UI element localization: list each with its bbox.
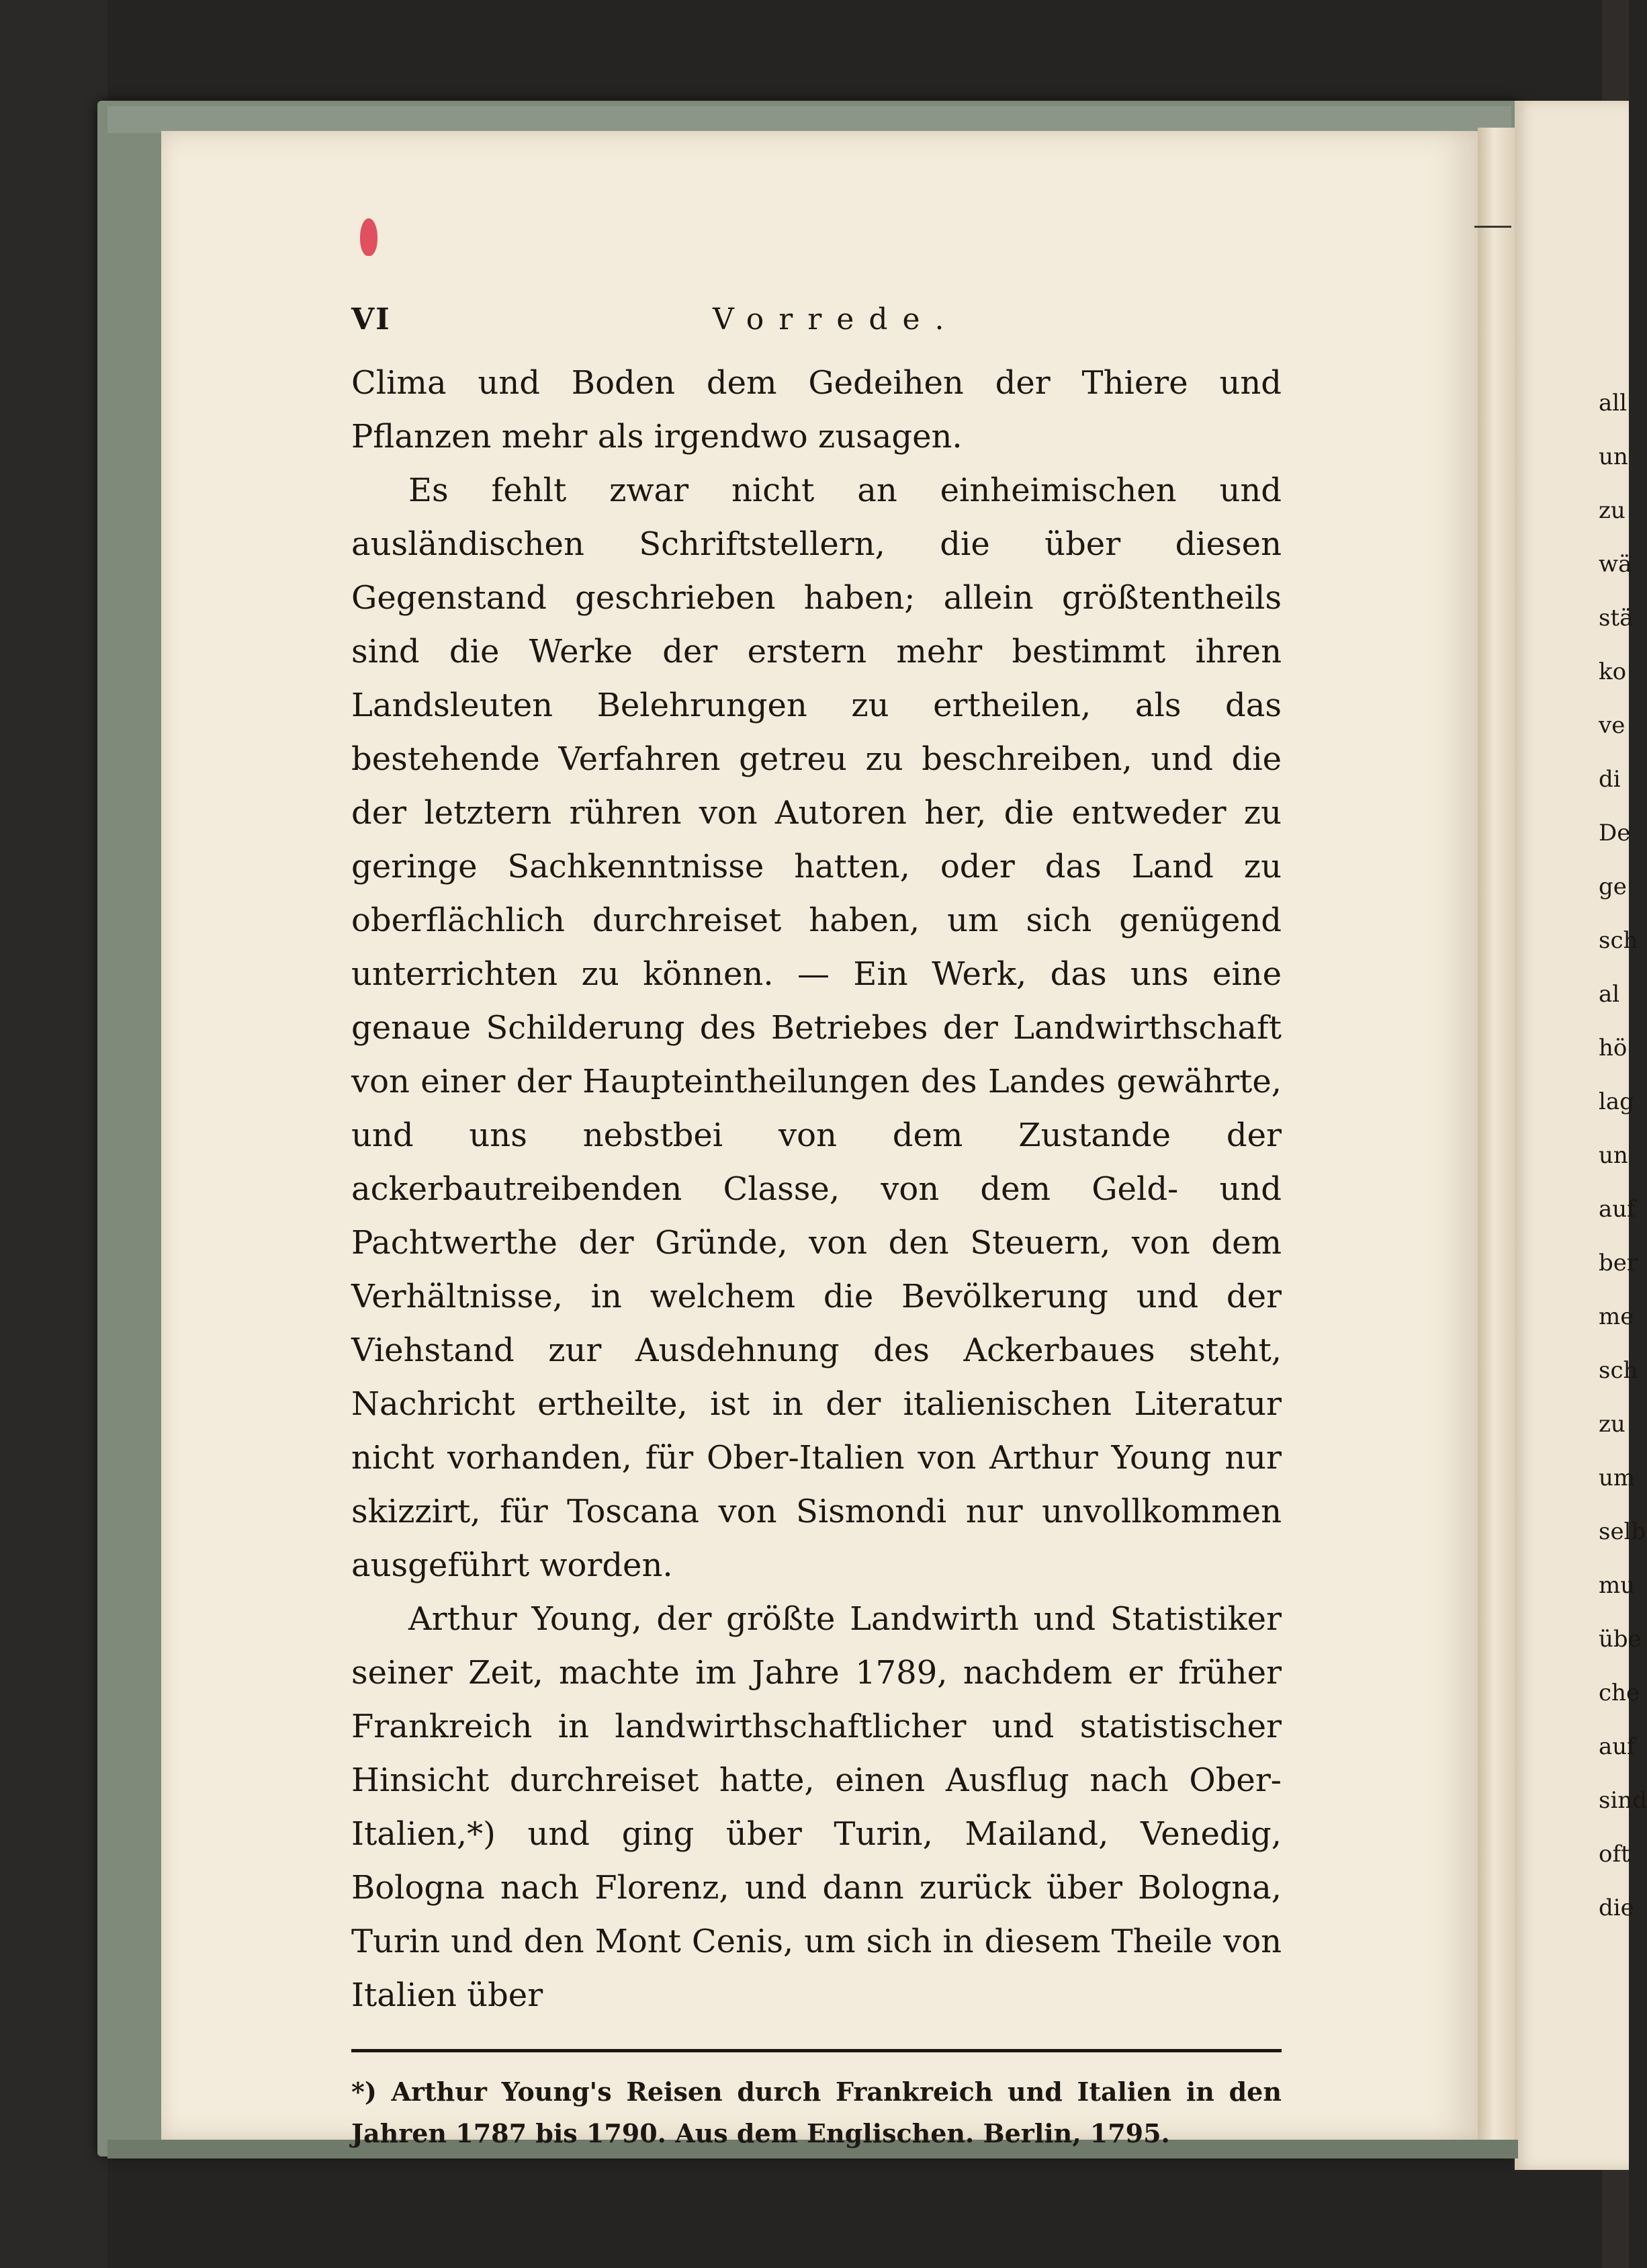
facing-page-fragment: sch: [1599, 1357, 1638, 1384]
facing-page-fragment: zu: [1599, 497, 1626, 524]
facing-page-fragment: ge: [1599, 873, 1627, 900]
facing-page-fragment: al: [1599, 981, 1620, 1008]
page-edge-tick: [1474, 226, 1511, 228]
page-header: [351, 302, 1282, 356]
facing-page-fragment: oft: [1599, 1841, 1630, 1868]
facing-page-fragment: wä: [1599, 551, 1632, 578]
backdrop-left: [0, 0, 107, 2268]
facing-page-fragment: ber: [1599, 1250, 1638, 1276]
paragraph-1: Clima und Boden dem Gedeihen der Thiere und Pflanzen mehr als irgendwo zusagen.: [351, 364, 1282, 455]
facing-page-fragment: hö: [1599, 1035, 1628, 1061]
facing-page-fragment: me: [1599, 1303, 1634, 1330]
facing-page-fragment: un: [1599, 1142, 1628, 1169]
facing-page-fragment: sch: [1599, 927, 1638, 954]
facing-page-fragment: mu: [1599, 1572, 1636, 1599]
page-gutter: [1478, 128, 1518, 2143]
facing-page-fragment: stä: [1599, 605, 1634, 631]
facing-page-fragment: ve: [1599, 712, 1626, 739]
facing-page-fragment: selb: [1599, 1518, 1646, 1545]
footnote: *) Arthur Young's Reisen durch Frankreich und Italien in den Jahren 1787 bis 1790. Aus dem Englischen. Berlin, 1795.: [351, 2077, 1282, 2148]
facing-page-fragment: die: [1599, 1894, 1634, 1921]
book-cover-edge: [107, 106, 1511, 133]
page-number: VI: [351, 302, 391, 337]
facing-page-fragment: sind: [1599, 1787, 1647, 1814]
paragraph-2: Es fehlt zwar nicht an einheimischen und ausländischen Schriftstellern, die über diesen Gegenstand geschrieben haben; allein größtentheils sind die Werke der erstern mehr bestimmt ihren Landsleuten Belehrungen zu ertheilen, als das bestehende Verfahren getreu zu beschreiben, und die der letztern rühren von Autoren her, die entweder zu geringe Sachkenntnisse hatten, oder das Land zu oberflächlich durchreiset haben, um sich genügend unterrichten zu können. — Ein Werk, das uns eine genaue Schilderung des Betriebes der Landwirthschaft von einer der Haupteintheilungen des Landes gewährte, und uns nebstbei von dem Zustande der ackerbautreibenden Classe, von dem Geld- und Pachtwerthe der Gründe, von den Steuern, von dem Verhältnisse, in welchem die Bevölkerung und der Viehstand zur Ausdehnung des Ackerbaues steht, Nachricht ertheilte, ist in der italienischen Literatur nicht vorhanden, für Ober-Italien von Arthur Young nur skizzirt, für Toscana von Sismondi nur unvollkommen ausgeführt worden.: [351, 472, 1282, 1584]
facing-page-fragment: all: [1599, 390, 1628, 417]
facing-page-fragment: un: [1599, 443, 1628, 470]
facing-page-fragment: lag: [1599, 1088, 1634, 1115]
text-column: [351, 302, 1282, 2154]
red-ink-mark: [360, 218, 377, 256]
facing-page-text: [1599, 376, 1647, 1935]
facing-page-fragment: che: [1599, 1680, 1640, 1706]
facing-page-fragment: auf: [1599, 1733, 1636, 1760]
paragraph-3: Arthur Young, der größte Landwirth und Statistiker seiner Zeit, machte im Jahre 1789, nachdem er früher Frankreich in landwirthschaftlicher und statistischer Hinsicht durchreiset hatte, einen Ausflug nach Ober-Italien,*) und ging über Turin, Mailand, Venedig, Bologna nach Florenz, und dann zurück über Bologna, Turin und den Mont Cenis, um sich in diesem Theile von Italien über: [351, 1600, 1282, 2014]
running-head: Vorrede.: [713, 302, 959, 337]
footnote-rule: [351, 2049, 1282, 2052]
facing-page-fragment: übe: [1599, 1626, 1642, 1653]
facing-page-fragment: zu: [1599, 1411, 1626, 1438]
facing-page-fragment: De: [1599, 820, 1631, 846]
facing-page-fragment: um: [1599, 1465, 1636, 1491]
facing-page-fragment: ko: [1599, 658, 1627, 685]
facing-page-fragment: di: [1599, 766, 1621, 793]
facing-page-fragment: auf: [1599, 1196, 1636, 1223]
